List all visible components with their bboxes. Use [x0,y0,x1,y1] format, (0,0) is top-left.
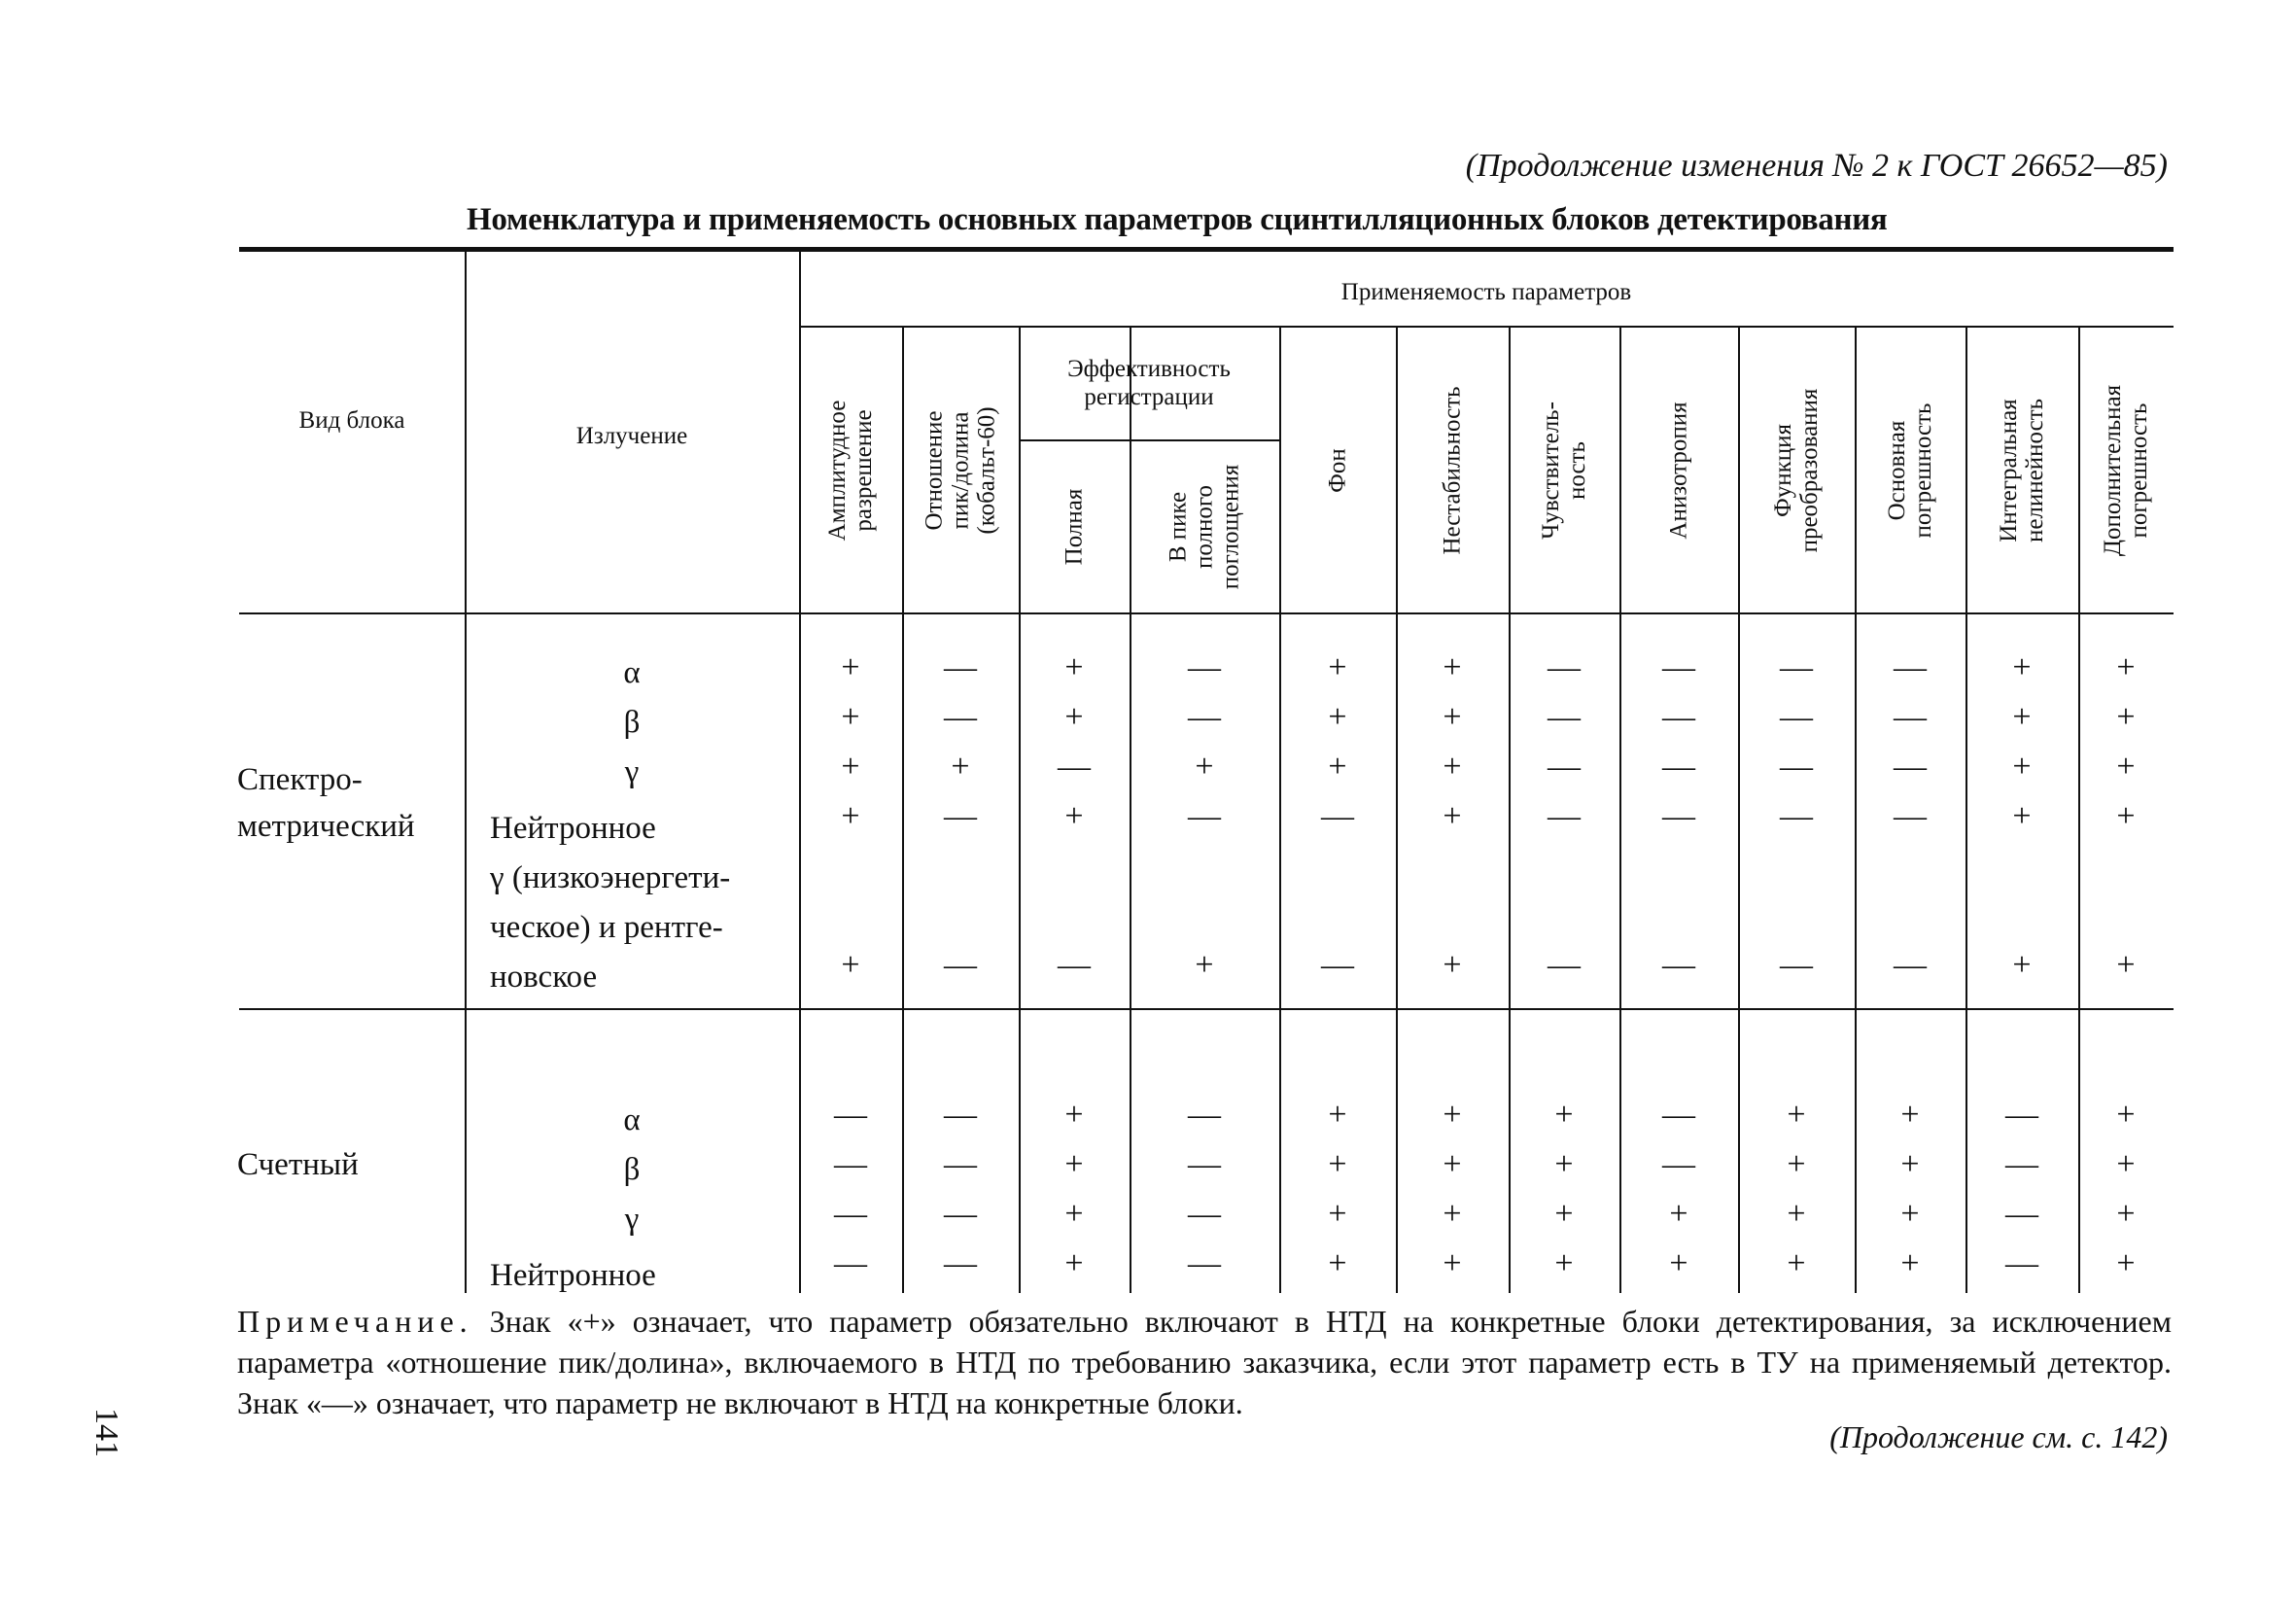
continuation-note-top: (Продолжение изменения № 2 к ГОСТ 26652—85) [1465,148,2168,184]
value-cell: — [2005,1196,2038,1232]
value-cell: — [1188,649,1221,685]
value-cell: + [2012,649,2032,685]
radiation-label: α [623,1102,641,1137]
value-cell: + [1443,1245,1462,1281]
value-cell: — [1188,1196,1221,1232]
column-border [799,251,801,1293]
value-cell: + [1443,1146,1462,1182]
value-cell: — [1548,749,1581,785]
value-cell: + [2116,947,2136,983]
value-cell: — [834,1245,867,1281]
value-cell: + [1900,1097,1920,1133]
value-cell: + [1443,749,1462,785]
value-cell: — [834,1196,867,1232]
applicability-header: Применяемость параметров [1340,279,1632,305]
value-cell: + [841,699,860,735]
group-separator-rule [239,1008,2174,1010]
value-cell: + [841,649,860,685]
block-type-header: Вид блока [298,407,405,434]
value-cell: — [834,1146,867,1182]
value-cell: + [1328,749,1347,785]
column-header: В пике полного поглощения [1165,464,1244,590]
value-cell: — [944,1196,977,1232]
value-cell: + [1328,1245,1347,1281]
value-cell: — [1058,947,1091,983]
value-cell: + [2116,749,2136,785]
value-cell: — [1548,699,1581,735]
value-cell: — [2005,1245,2038,1281]
column-border [1855,328,1857,1293]
value-cell: — [1894,749,1927,785]
value-cell: — [1894,649,1927,685]
efficiency-header: Эффективность регистрации [1067,356,1231,410]
value-cell: + [1669,1196,1688,1232]
value-cell: + [1900,1245,1920,1281]
value-cell: — [2005,1146,2038,1182]
value-cell: + [841,798,860,834]
value-cell: + [1328,699,1347,735]
radiation-label: γ (низкоэнергети- ческое) и рентге- новское [490,860,731,995]
radiation-label: γ [624,754,640,789]
value-cell: — [1894,699,1927,735]
value-cell: + [1787,1245,1806,1281]
radiation-label: β [623,705,641,740]
value-cell: + [2012,947,2032,983]
value-cell: + [1787,1097,1806,1133]
column-header: Полная [1061,488,1088,566]
value-cell: — [1662,749,1695,785]
efficiency-header-rule [1019,439,1279,441]
value-cell: — [1662,798,1695,834]
value-cell: + [1443,649,1462,685]
value-cell: — [1548,649,1581,685]
column-header: Амплитудное разрешение [824,400,877,541]
value-cell: — [1662,699,1695,735]
value-cell: — [1662,649,1695,685]
column-header: Интегральная нелинейность [1996,398,2048,542]
value-cell: + [1443,699,1462,735]
column-header: Функция преобразования [1770,388,1823,552]
radiation-label: β [623,1152,641,1187]
column-border [1619,328,1621,1293]
column-border [1738,328,1740,1293]
value-cell: + [1443,798,1462,834]
column-header: Нестабильность [1439,385,1466,555]
value-cell: + [1064,1097,1084,1133]
value-cell: — [944,1146,977,1182]
value-cell: + [1195,749,1214,785]
column-border [1966,328,1967,1293]
block-type-label: Счетный [237,1147,359,1182]
value-cell: — [1548,798,1581,834]
value-cell: — [944,947,977,983]
value-cell: — [1188,1146,1221,1182]
value-cell: + [1064,1245,1084,1281]
column-header: Чувствитель- ность [1538,401,1590,540]
value-cell: + [2116,1196,2136,1232]
value-cell: + [1064,1196,1084,1232]
value-cell: + [1443,1097,1462,1133]
value-cell: + [1328,1146,1347,1182]
value-cell: + [1195,947,1214,983]
value-cell: + [2012,699,2032,735]
efficiency-subcolumn-border [1130,441,1131,612]
value-cell: + [2116,1245,2136,1281]
value-cell: — [1188,798,1221,834]
table-title: Номенклатура и применяемость основных параметров сцинтилляционных блоков детектирования [467,202,1888,237]
value-cell: + [1554,1196,1574,1232]
value-cell: — [944,798,977,834]
value-cell: — [1188,699,1221,735]
value-cell: — [1058,749,1091,785]
column-border [1019,328,1021,1293]
radiation-label: Нейтронное [490,811,656,846]
value-cell: — [1662,1146,1695,1182]
value-cell: + [841,947,860,983]
radiation-label: α [623,655,641,690]
value-cell: — [944,1245,977,1281]
radiation-label: γ [624,1202,640,1237]
value-cell: — [1321,798,1354,834]
column-header: Отношение пик/долина (кобальт-60) [921,405,1000,535]
value-cell: + [841,749,860,785]
header-bottom-rule [239,612,2174,614]
value-cell: — [1780,749,1813,785]
radiation-header: Излучение [575,423,688,449]
value-cell: + [1064,699,1084,735]
value-cell: — [1188,1097,1221,1133]
page-number: 141 [88,1408,124,1457]
block-type-label: Спектро- метрический [237,762,415,844]
column-header: Анизотропия [1665,401,1692,540]
value-cell: — [1662,947,1695,983]
value-cell: + [1328,1097,1347,1133]
column-border [1509,328,1511,1293]
value-cell: — [1548,947,1581,983]
value-cell: + [2116,798,2136,834]
value-cell: + [951,749,970,785]
value-cell: + [1900,1146,1920,1182]
radiation-label: Нейтронное [490,1258,656,1293]
value-cell: + [1328,1196,1347,1232]
value-cell: — [1780,699,1813,735]
value-cell: + [1554,1245,1574,1281]
column-border [1279,328,1281,1293]
value-cell: + [1328,649,1347,685]
value-cell: + [1443,1196,1462,1232]
value-cell: + [2116,699,2136,735]
value-cell: — [1894,798,1927,834]
footnote-lead: Примечание. [237,1304,473,1339]
value-cell: — [2005,1097,2038,1133]
column-header: Фон [1324,447,1351,493]
column-header: Дополнительная погрешность [2100,384,2152,556]
continuation-note-bottom: (Продолжение см. с. 142) [1829,1419,2168,1454]
value-cell: — [1780,947,1813,983]
value-cell: — [1321,947,1354,983]
column-header: Основная погрешность [1884,402,1936,538]
value-cell: + [1787,1196,1806,1232]
value-cell: + [2116,1146,2136,1182]
column-border [2078,328,2080,1293]
value-cell: + [1900,1196,1920,1232]
value-cell: + [2116,649,2136,685]
value-cell: — [1894,947,1927,983]
value-cell: + [1064,649,1084,685]
value-cell: — [1780,649,1813,685]
value-cell: — [944,1097,977,1133]
value-cell: + [2012,749,2032,785]
value-cell: + [1443,947,1462,983]
value-cell: + [2116,1097,2136,1133]
value-cell: + [1064,1146,1084,1182]
column-border [902,328,904,1293]
value-cell: — [944,699,977,735]
radiation-column-border [465,251,467,1293]
table-footnote [237,1301,2172,1423]
footnote-text: Знак «+» означает, что параметр обязательно включают в НТД на конкретные блоки детектирования, за исключением параметра «отношение пик/долина», включаемого в НТД по требованию заказчика, если этот параметр есть в ТУ на применяемый детектор. Знак «—» означает, что параметр не включают в НТД на конкретные блоки. [237,1304,2172,1420]
value-cell: — [1662,1097,1695,1133]
value-cell: + [2012,798,2032,834]
value-cell: — [944,649,977,685]
value-cell: + [1787,1146,1806,1182]
value-cell: — [1188,1245,1221,1281]
value-cell: + [1554,1146,1574,1182]
value-cell: — [834,1097,867,1133]
table-top-border [239,247,2174,252]
value-cell: + [1554,1097,1574,1133]
column-border [1396,328,1398,1293]
value-cell: + [1669,1245,1688,1281]
value-cell: + [1064,798,1084,834]
value-cell: — [1780,798,1813,834]
